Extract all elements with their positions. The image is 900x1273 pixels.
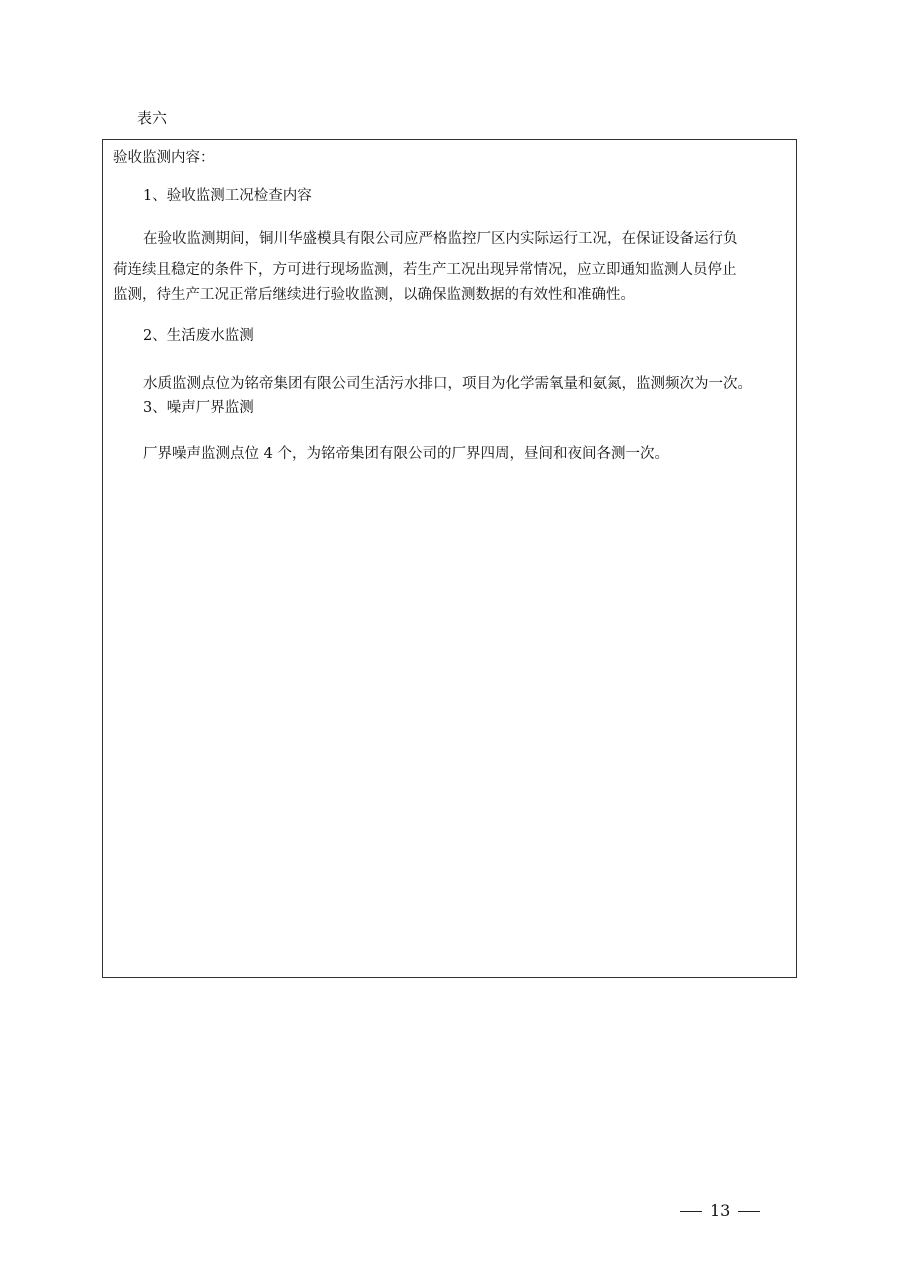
section3-title: 3、噪声厂界监测 — [143, 400, 254, 416]
section1-line-3: 监测，待生产工况正常后继续进行验收监测，以确保监测数据的有效性和准确性。 — [113, 287, 635, 303]
section2-title: 2、生活废水监测 — [143, 328, 254, 344]
section2-text: 水质监测点位为铭帝集团有限公司生活污水排口，项目为化学需氧量和氨氮，监测频次为一次。 — [143, 376, 752, 392]
section3-text: 厂界噪声监测点位 4 个，为铭帝集团有限公司的厂界四周，昼间和夜间各测一次。 — [143, 446, 669, 462]
page-number-right-dash — [738, 1211, 760, 1212]
section1-line-1: 在验收监测期间，铜川华盛模具有限公司应严格监控厂区内实际运行工况，在保证设备运行负 — [143, 231, 738, 247]
box-heading: 验收监测内容： — [113, 150, 215, 166]
monitoring-content-box — [102, 139, 797, 978]
page-number-value: 13 — [710, 1201, 731, 1220]
page-number-left-dash — [680, 1211, 702, 1212]
section1-line-2: 荷连续且稳定的条件下，方可进行现场监测，若生产工况出现异常情况，应立即通知监测人员停止 — [113, 262, 737, 278]
section1-title: 1、验收监测工况检查内容 — [143, 188, 312, 204]
table-label: 表六 — [137, 109, 168, 127]
page-number — [672, 1200, 768, 1222]
